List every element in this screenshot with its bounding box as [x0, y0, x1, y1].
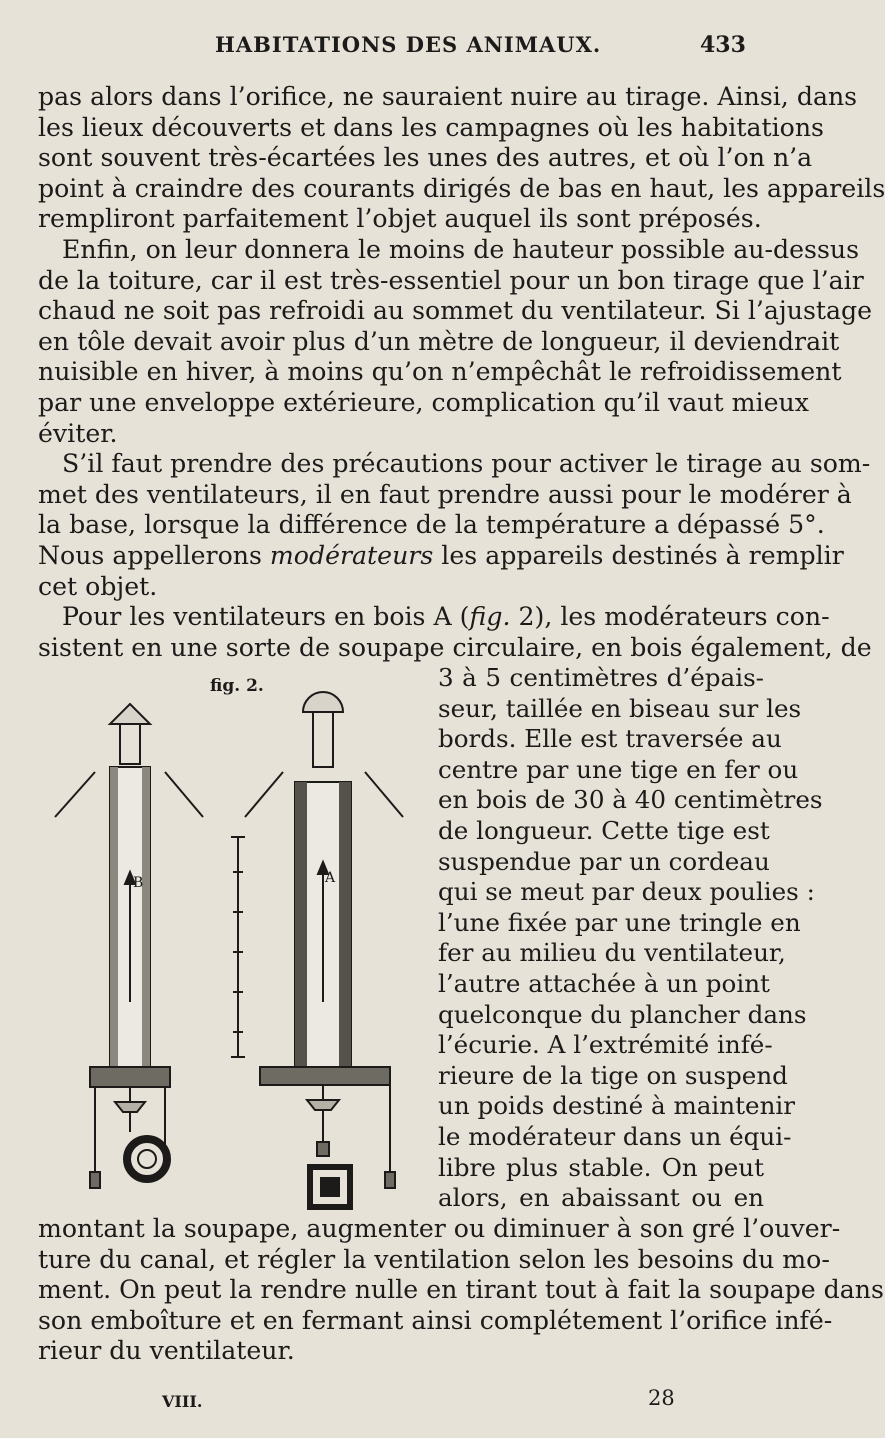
figure-label: fig. 2.	[210, 676, 264, 696]
text-line: l’une fixée par une tringle en	[438, 907, 801, 937]
text-line: S’il faut prendre des précautions pour activer le tirage au som-	[62, 449, 871, 479]
text-segment: Nous appellerons	[38, 540, 262, 570]
text-line: met des ventilateurs, il en faut prendre aussi pour le modérer à	[38, 479, 852, 509]
sheet-number: 28	[648, 1386, 675, 1410]
text-line: par une enveloppe extérieure, complication qu’il vaut mieux	[38, 387, 809, 417]
text-line: suspendue par un cordeau	[438, 846, 770, 876]
text-line: cet objet.	[38, 571, 158, 601]
text-line: un poids destiné à maintenir	[438, 1091, 796, 1121]
ventilator-a-drawing	[245, 692, 403, 1207]
text-line: 3 à 5 centimètres d’épais-	[438, 663, 764, 692]
text-segment: Pour les ventilateurs en bois A (	[62, 602, 470, 632]
running-header	[0, 30, 800, 66]
text-line: sistent en une sorte de soupape circulaire, en bois également, de	[38, 632, 872, 662]
text-line: son emboîture et en fermant ainsi complétement l’orifice infé-	[38, 1305, 833, 1335]
text-line: fer au milieu du ventilateur,	[438, 938, 786, 968]
text-line: alors, en abaissant ou en	[438, 1183, 764, 1213]
text-line: montant la soupape, augmenter ou diminuer à son gré l’ouver-	[38, 1214, 841, 1243]
label-a: A	[325, 870, 336, 886]
text-line: centre par une tige en fer ou	[438, 754, 799, 784]
ventilator-figure	[55, 672, 435, 1232]
text-line: sont souvent très-écartées les unes des autres, et où l’on n’a	[38, 143, 813, 173]
text-line: en bois de 30 à 40 centimètres	[438, 785, 823, 815]
text-line: quelconque du plancher dans	[438, 999, 807, 1029]
side-column-text	[438, 663, 823, 1214]
body-text-bottom	[38, 1214, 884, 1367]
running-title: HABITATIONS DES ANIMAUX.	[215, 32, 602, 57]
text-line: la base, lorsque la différence de la température a dépassé 5°.	[38, 510, 825, 540]
italic-term: modérateurs	[269, 540, 434, 570]
text-segment: les appareils destinés à remplir	[441, 540, 844, 570]
ventilator-b-drawing	[55, 704, 203, 1188]
text-line: ment. On peut la rendre nulle en tirant tout à fait la soupape dans	[38, 1275, 884, 1305]
italic-term: fig.	[469, 602, 511, 632]
text-line: point à craindre des courants dirigés de bas en haut, les appareils	[38, 173, 885, 203]
signature-mark: VIII.	[162, 1392, 203, 1411]
text-line: libre plus stable. On peut	[438, 1152, 764, 1182]
text-line: Enfin, on leur donnera le moins de hauteur possible au-dessus	[62, 234, 860, 264]
text-line: rempliront parfaitement l’objet auquel ils sont préposés.	[38, 204, 762, 234]
text-line: ture du canal, et régler la ventilation selon les besoins du mo-	[38, 1244, 830, 1274]
text-line: de longueur. Cette tige est	[438, 815, 770, 845]
text-line: rieure de la tige on suspend	[438, 1060, 788, 1090]
text-line	[38, 540, 844, 572]
text-line: chaud ne soit pas refroidi au sommet du ventilateur. Si l’ajustage	[38, 296, 873, 326]
text-line: seur, taillée en biseau sur les	[438, 693, 802, 723]
text-line: de la toiture, car il est très-essentiel pour un bon tirage que l’air	[38, 265, 864, 295]
text-line: pas alors dans l’orifice, ne sauraient nuire au tirage. Ainsi, dans	[38, 82, 858, 111]
body-text-top	[38, 82, 885, 663]
text-line: qui se meut par deux poulies :	[438, 877, 815, 907]
page-number: 433	[700, 32, 746, 58]
text-segment: 2), les modérateurs con-	[518, 602, 830, 632]
label-b: B	[133, 875, 144, 891]
text-line: rieur du ventilateur.	[38, 1336, 295, 1366]
text-line: l’autre attachée à un point	[438, 968, 770, 998]
scale-drawing	[231, 837, 245, 1057]
text-line: bords. Elle est traversée au	[438, 724, 782, 754]
page-footer	[0, 1386, 800, 1416]
text-line	[38, 602, 830, 633]
text-line: l’écurie. A l’extrémité infé-	[438, 1030, 773, 1060]
text-line: en tôle devait avoir plus d’un mètre de longueur, il deviendrait	[38, 326, 840, 356]
text-line: nuisible en hiver, à moins qu’on n’empêchât le refroidissement	[38, 357, 842, 387]
text-line: le modérateur dans un équi-	[438, 1121, 792, 1151]
text-line: les lieux découverts et dans les campagnes où les habitations	[38, 112, 824, 142]
text-line: éviter.	[38, 418, 118, 448]
